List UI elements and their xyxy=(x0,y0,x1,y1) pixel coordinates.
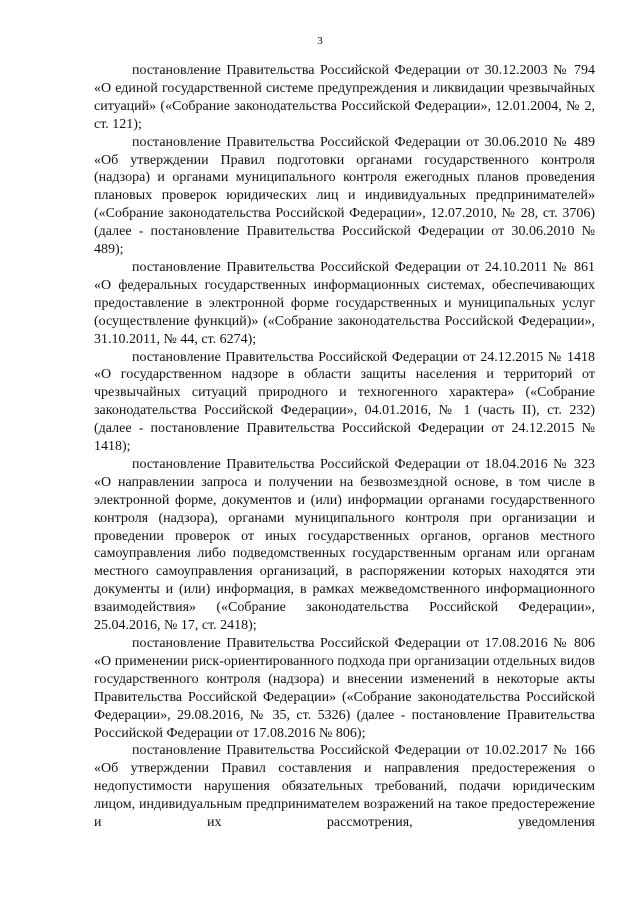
paragraph-decree-166: постановление Правительства Российской Федерации от 10.02.2017 № 166 «Об утверждении Правил составления и направления предостережения о недопустимости нарушения обязательных требований, подачи юридическим лицом, индивидуальным предпринимателем возражений на такое предостережение и их рассмотрения, уведомления xyxy=(94,743,595,831)
paragraph-decree-806: постановление Правительства Российской Федерации от 17.08.2016 № 806 «О применении риск-ориентированного подхода при организации отдельных видов государственного контроля (надзора) и внесении изменений в некоторые акты Правительства Российской Федерации» («Собрание законодательства Российской Федерации», 29.08.2016, № 35, ст. 5326) (далее - постановление Правительства Российской Федерации от 17.08.2016 № 806); xyxy=(94,636,595,741)
paragraph-decree-1418: постановление Правительства Российской Федерации от 24.12.2015 № 1418 «О государственном надзоре в области защиты населения и территорий от чрезвычайных ситуаций природного и техногенного характера» («Собрание законодательства Российской Федерации», 04.01.2016, № 1 (часть II), ст. 232) (далее - постановление Правительства Российской Федерации от 24.12.2015 № 1418); xyxy=(94,349,595,455)
page-number: 3 xyxy=(317,35,323,47)
document-body xyxy=(94,62,595,832)
paragraph-decree-323: постановление Правительства Российской Федерации от 18.04.2016 № 323 «О направлении запроса и получении на безвозмездной основе, в том числе в электронной форме, документов и (или) информации органами государственного контроля (надзора), органами муниципального контроля при организации и проведении проверок от иных государственных органов, органов местного самоуправления либо подведомственных государственным органам или органам местного самоуправления организаций, в распоряжении которых находятся эти документы и (или) информация, в рамках межведомственного информационного взаимодействия» («Собрание законодательства Российской Федерации», 25.04.2016, № 17, ст. 2418); xyxy=(94,456,595,634)
paragraph-decree-489: постановление Правительства Российской Федерации от 30.06.2010 № 489 «Об утверждении Правил подготовки органами государственного контроля (надзора) и органами муниципального контроля ежегодных планов проведения плановых проверок юридических лиц и индивидуальных предпринимателей» («Собрание законодательства Российской Федерации», 12.07.2010, № 28, ст. 3706) (далее - постановление Правительства Российской Федерации от 30.06.2010 № 489); xyxy=(94,134,595,258)
paragraph-decree-794: постановление Правительства Российской Федерации от 30.12.2003 № 794 «О единой государственной системе предупреждения и ликвидации чрезвычайных ситуаций» («Собрание законодательства Российской Федерации», 12.01.2004, № 2, ст. 121); xyxy=(94,63,595,132)
paragraph-decree-861: постановление Правительства Российской Федерации от 24.10.2011 № 861 «О федеральных государственных информационных системах, обеспечивающих предоставление в электронной форме государственных и муниципальных услуг (осуществление функций)» («Собрание законодательства Российской Федерации», 31.10.2011, № 44, ст. 6274); xyxy=(94,259,595,347)
